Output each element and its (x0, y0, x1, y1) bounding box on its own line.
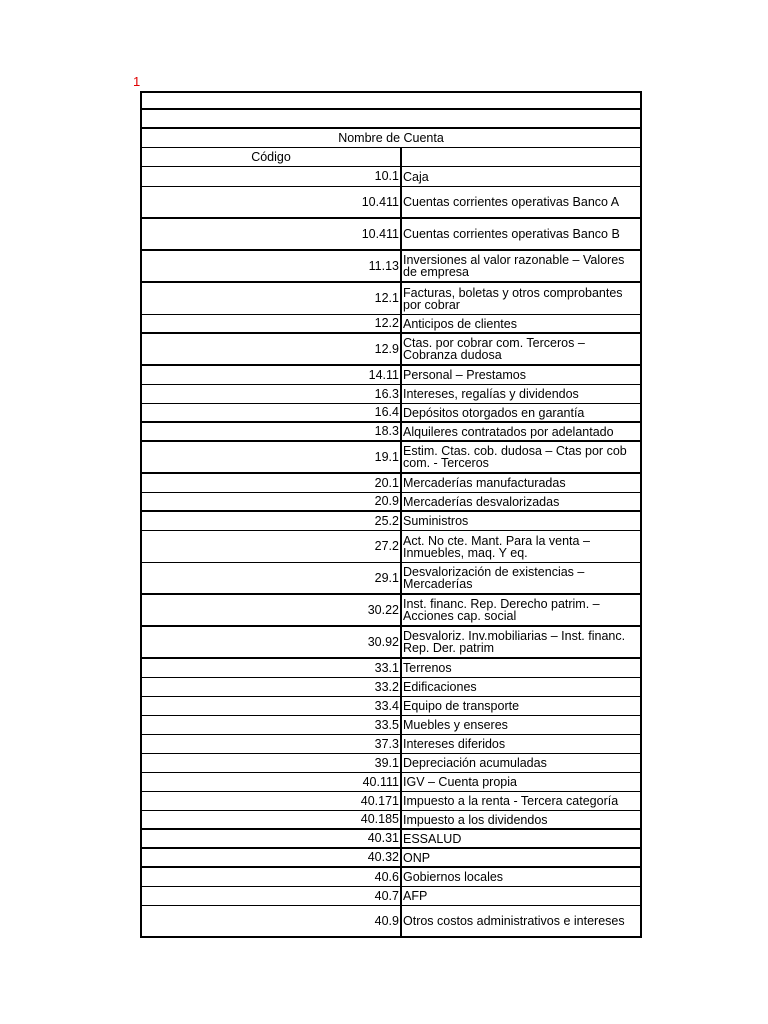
table-row (140, 334, 642, 366)
account-code-cell: 30.92 (142, 627, 402, 657)
account-code-cell: 19.1 (142, 442, 402, 472)
table-row (140, 442, 642, 474)
account-name-cell: ONP (403, 850, 431, 865)
account-name-cell: Alquileres contratados por adelantado (403, 424, 614, 439)
account-name-cell: Intereses diferidos (403, 737, 506, 751)
account-code-cell: 40.171 (142, 792, 402, 810)
table-row (140, 219, 642, 251)
account-code-cell: 12.9 (142, 334, 402, 364)
table-row (140, 627, 642, 659)
account-name-cell: ESSALUD (403, 831, 462, 846)
table-row (140, 404, 642, 423)
table-row (140, 906, 642, 938)
account-name-cell: Depreciación acumuladas (403, 756, 547, 770)
blank-row (140, 110, 642, 129)
account-code-cell: 33.2 (142, 678, 402, 696)
table-row (140, 735, 642, 754)
account-code-cell: 25.2 (142, 512, 402, 530)
table-row (140, 423, 642, 442)
account-name-cell: Gobiernos locales (403, 870, 504, 884)
table-row (140, 678, 642, 697)
table-row (140, 531, 642, 563)
table-row (140, 792, 642, 811)
table-row (140, 849, 642, 868)
table-row (140, 385, 642, 404)
account-code-cell: 18.3 (142, 423, 402, 440)
account-code-cell: 40.6 (142, 868, 402, 886)
account-name-cell: Desvalorización de existencias – Mercaderías (403, 565, 585, 591)
account-code-cell: 20.9 (142, 493, 402, 510)
account-name-cell: Facturas, boletas y otros comprobantes por cobrar (403, 285, 623, 312)
account-code-cell: 11.13 (142, 251, 402, 281)
account-code-cell: 16.3 (142, 385, 402, 403)
account-code-cell: 14.11 (142, 366, 402, 384)
account-code-cell: 33.5 (142, 716, 402, 734)
account-name-cell: Mercaderías desvalorizadas (403, 494, 560, 509)
account-name-cell: Estim. Ctas. cob. dudosa – Ctas por cob com. - Terceros (403, 444, 627, 470)
table-row (140, 697, 642, 716)
table-row (140, 754, 642, 773)
account-name-cell: Otros costos administrativos e intereses (403, 914, 625, 928)
account-name-cell: Cuentas corrientes operativas Banco A (403, 195, 620, 209)
account-name-cell: Act. No cte. Mant. Para la venta – Inmuebles, maq. Y eq. (403, 533, 590, 560)
account-name-cell: Terrenos (403, 661, 452, 675)
account-name-cell: Impuesto a los dividendos (403, 812, 548, 827)
table-subheader-row (140, 148, 642, 167)
account-name-cell: Personal – Prestamos (403, 368, 526, 382)
table-row (140, 512, 642, 531)
table-row (140, 167, 642, 187)
table-row (140, 283, 642, 315)
account-code-cell: 40.111 (142, 773, 402, 791)
table-header-row (140, 129, 642, 148)
table-row (140, 563, 642, 595)
account-code-cell: 40.7 (142, 887, 402, 905)
account-code-cell: 40.185 (142, 811, 402, 828)
account-code-cell: 20.1 (142, 474, 402, 492)
account-code-cell: 37.3 (142, 735, 402, 753)
account-code-cell: 33.4 (142, 697, 402, 715)
table-row (140, 811, 642, 830)
account-code-cell: 30.22 (142, 595, 402, 625)
account-code-cell: 39.1 (142, 754, 402, 772)
account-name-cell: Muebles y enseres (403, 718, 508, 732)
account-name-cell: Inversiones al valor razonable – Valores de empresa (403, 253, 625, 279)
table-row (140, 773, 642, 792)
table-row (140, 887, 642, 906)
table-row (140, 659, 642, 678)
account-code-cell: 40.32 (142, 849, 402, 866)
table-row (140, 595, 642, 627)
account-code-cell: 10.411 (142, 187, 402, 217)
account-code-cell: 10.411 (142, 219, 402, 249)
header-code: Código (142, 148, 402, 166)
table-row (140, 187, 642, 219)
account-name-cell: Desvaloriz. Inv.mobiliarias – Inst. financ. Rep. Der. patrim (403, 629, 626, 655)
account-name-cell: Impuesto a la renta - Tercera categoría (403, 794, 619, 808)
account-name-cell: Equipo de transporte (403, 699, 520, 713)
table-row (140, 366, 642, 385)
page-number: 1 (133, 74, 141, 89)
account-name-cell: Anticipos de clientes (403, 316, 517, 331)
table-row (140, 830, 642, 849)
account-code-cell: 10.1 (142, 167, 402, 186)
account-name-cell: Inst. financ. Rep. Derecho patrim. – Acciones cap. social (403, 597, 600, 623)
account-code-cell: 29.1 (142, 563, 402, 593)
table-row (140, 868, 642, 887)
account-name-cell: Suministros (403, 514, 469, 528)
account-code-cell: 40.31 (142, 830, 402, 847)
table-row (140, 474, 642, 493)
accounts-table (140, 91, 642, 938)
table-body (140, 167, 642, 938)
account-code-cell: 16.4 (142, 404, 402, 421)
account-code-cell: 12.2 (142, 315, 402, 332)
account-name-cell: Caja (403, 169, 429, 184)
table-row (140, 716, 642, 735)
table-row (140, 251, 642, 283)
header-name-empty (402, 148, 640, 166)
account-code-cell: 12.1 (142, 283, 402, 314)
account-name-cell: IGV – Cuenta propia (403, 775, 517, 789)
table-row (140, 493, 642, 512)
account-name-cell: AFP (403, 889, 428, 903)
account-code-cell: 33.1 (142, 659, 402, 677)
account-name-cell: Intereses, regalías y dividendos (403, 387, 579, 401)
account-name-cell: Depósitos otorgados en garantía (403, 405, 585, 420)
account-code-cell: 40.9 (142, 906, 402, 936)
blank-row (140, 91, 642, 110)
account-name-cell: Cuentas corrientes operativas Banco B (403, 227, 620, 241)
account-code-cell: 27.2 (142, 531, 402, 562)
account-name-cell: Ctas. por cobrar com. Terceros – Cobranza dudosa (403, 336, 585, 362)
header-account-name: Nombre de Cuenta (338, 131, 444, 145)
account-name-cell: Mercaderías manufacturadas (403, 476, 566, 490)
table-row (140, 315, 642, 334)
account-name-cell: Edificaciones (403, 680, 477, 694)
